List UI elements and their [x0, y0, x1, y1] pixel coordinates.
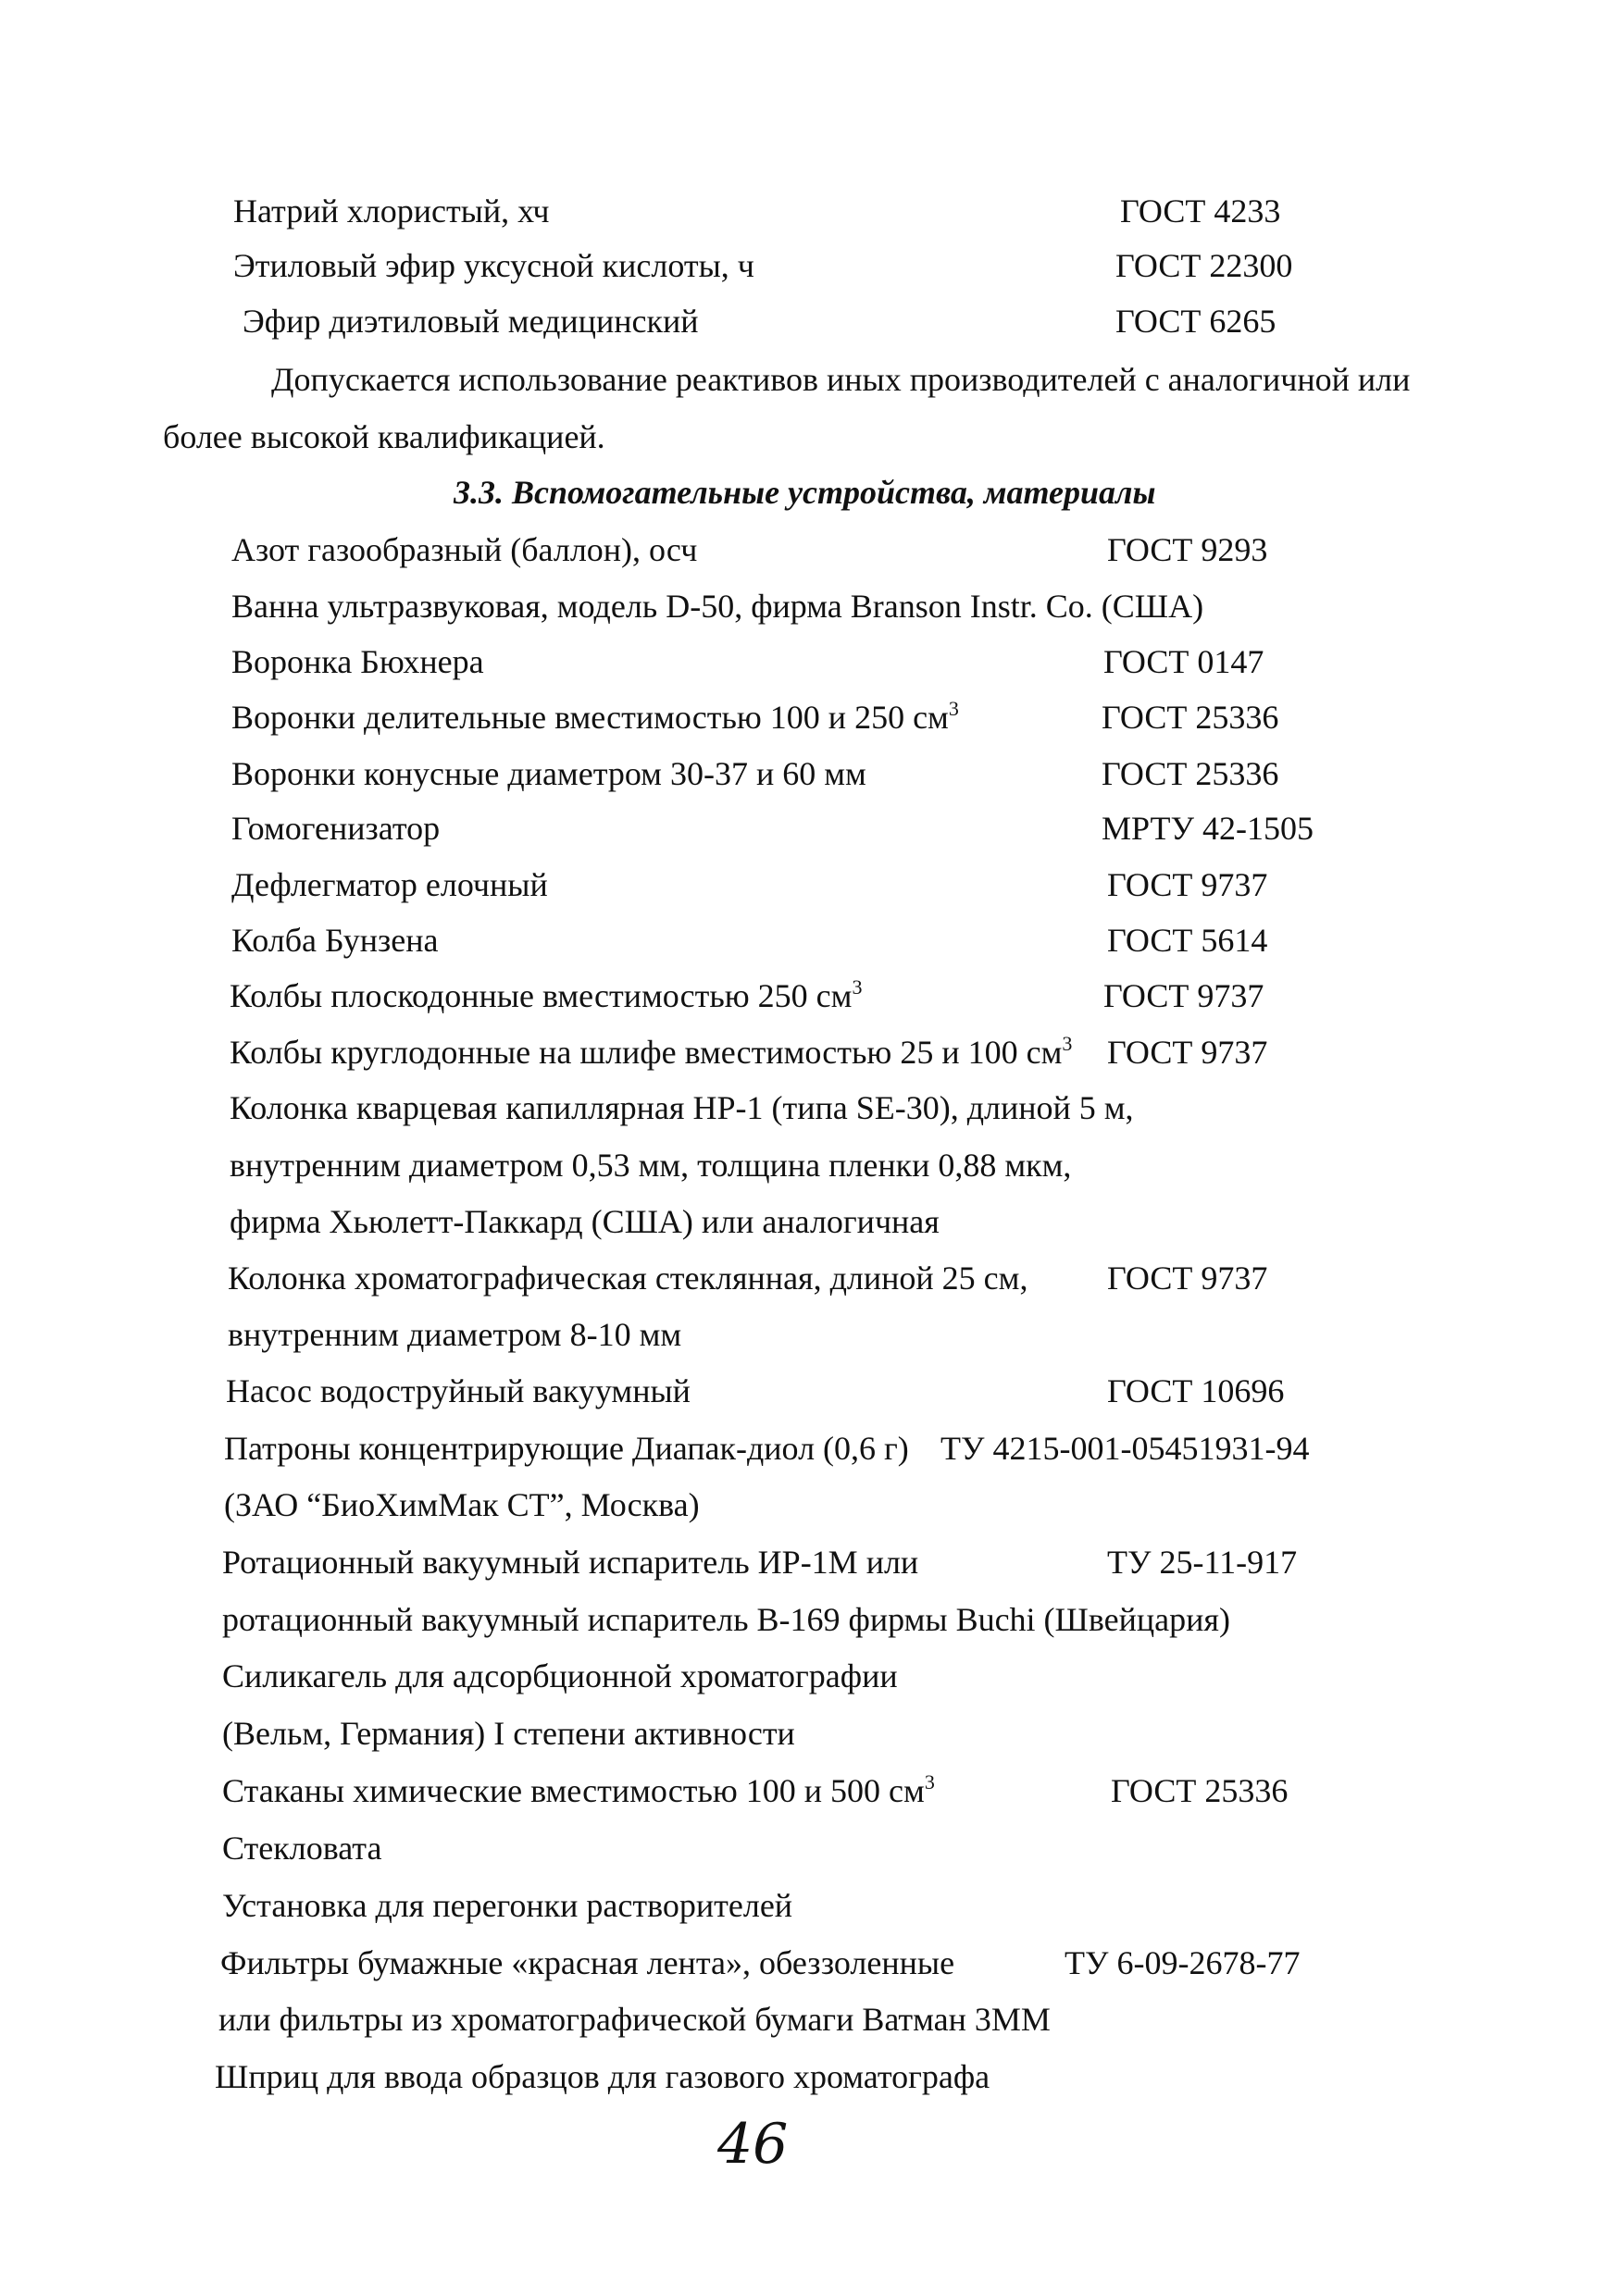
- reagent-name: Этиловый эфир уксусной кислоты, ч: [233, 247, 754, 284]
- item-name: или фильтры из хроматографической бумаги Ватман 3ММ: [218, 2001, 1051, 2038]
- item-standard: ГОСТ 9737: [1107, 1260, 1268, 1297]
- item-standard: ГОСТ 0147: [1103, 643, 1264, 680]
- item-name: Колонка хроматографическая стеклянная, длиной 25 см,: [228, 1260, 1028, 1297]
- item-name: ротационный вакуумный испаритель B-169 фирмы Buchi (Швейцария): [222, 1601, 1230, 1638]
- item-name: Гомогенизатор: [231, 810, 441, 847]
- item-name: внутренним диаметром 8-10 мм: [228, 1316, 682, 1353]
- item-name: Ванна ультразвуковая, модель D-50, фирма Branson Instr. Co. (США): [231, 588, 1204, 625]
- superscript: 3: [924, 1770, 935, 1793]
- item-standard: ГОСТ 10696: [1107, 1372, 1285, 1409]
- section-heading: 3.3. Вспомогательные устройства, материалы: [454, 474, 1156, 511]
- item-standard: ГОСТ 5614: [1107, 922, 1268, 959]
- item-name: фирма Хьюлетт-Паккард (США) или аналогичная: [230, 1203, 940, 1240]
- item-name: Насос водоструйный вакуумный: [226, 1372, 691, 1409]
- item-name: Силикагель для адсорбционной хроматографии: [222, 1657, 898, 1694]
- item-name: Колбы плоскодонные вместимостью 250 $см^3$: [230, 975, 863, 1014]
- item-name: Стекловата: [222, 1830, 382, 1867]
- reagent-name: Натрий хлористый, хч: [233, 192, 550, 230]
- page-number: 46: [717, 2112, 789, 2177]
- item-standard: ГОСТ 9737: [1107, 1034, 1268, 1071]
- item-name: Дефлегматор елочный: [231, 866, 548, 903]
- note-line: Допускается использование реактивов иных производителей с аналогичной или: [271, 361, 1411, 398]
- item-name: Ротационный вакуумный испаритель ИР-1М или: [222, 1544, 919, 1581]
- item-standard: ТУ 4215-001-05451931-94: [940, 1430, 1310, 1467]
- item-standard: ГОСТ 9737: [1103, 977, 1264, 1014]
- item-name: Воронки делительные вместимостью 100 и 250 $см^3$: [231, 697, 959, 736]
- item-name: Патроны концентрирующие Диапак-диол (0,6 г): [224, 1430, 909, 1467]
- reagent-name: Эфир диэтиловый медицинский: [243, 303, 699, 340]
- reagent-standard: ГОСТ 6265: [1115, 303, 1277, 340]
- reagent-standard: ГОСТ 22300: [1115, 247, 1293, 284]
- superscript: 3: [1062, 1032, 1073, 1055]
- item-name: Стаканы химические вместимостью 100 и 500 $см^3$: [222, 1770, 935, 1809]
- superscript: 3: [852, 975, 863, 999]
- item-standard: ГОСТ 25336: [1102, 755, 1279, 792]
- item-name: Колба Бунзена: [231, 922, 439, 959]
- item-standard: ГОСТ 25336: [1102, 699, 1279, 736]
- item-standard: ГОСТ 9737: [1107, 866, 1268, 903]
- item-standard: ГОСТ 9293: [1107, 531, 1268, 568]
- item-name: (ЗАО “БиоХимМак СТ”, Москва): [224, 1486, 700, 1523]
- item-name: Воронки конусные диаметром 30-37 и 60 мм: [231, 755, 866, 792]
- item-name: Шприц для ввода образцов для газового хроматографа: [215, 2058, 990, 2095]
- item-standard: ТУ 25-11-917: [1107, 1544, 1298, 1581]
- reagent-standard: ГОСТ 4233: [1120, 192, 1281, 230]
- item-standard: МРТУ 42-1505: [1102, 810, 1314, 847]
- item-name: Азот газообразный (баллон), осч: [231, 531, 698, 568]
- item-name: Колбы круглодонные на шлифе вместимостью 25 и 100 $см^3$: [230, 1032, 1073, 1071]
- note-line: более высокой квалификацией.: [163, 418, 605, 455]
- superscript: 3: [948, 697, 959, 720]
- item-name: Колонка кварцевая капиллярная HP-1 (типа SE-30), длиной 5 м,: [230, 1089, 1134, 1126]
- item-standard: ТУ 6-09-2678-77: [1065, 1944, 1301, 1981]
- item-name: Фильтры бумажные «красная лента», обеззоленные: [220, 1944, 955, 1981]
- item-standard: ГОСТ 25336: [1111, 1772, 1289, 1809]
- item-name: Установка для перегонки растворителей: [222, 1887, 793, 1924]
- item-name: Воронка Бюхнера: [231, 643, 484, 680]
- item-name: (Вельм, Германия) I степени активности: [222, 1715, 795, 1752]
- item-name: внутренним диаметром 0,53 мм, толщина пленки 0,88 мкм,: [230, 1147, 1072, 1184]
